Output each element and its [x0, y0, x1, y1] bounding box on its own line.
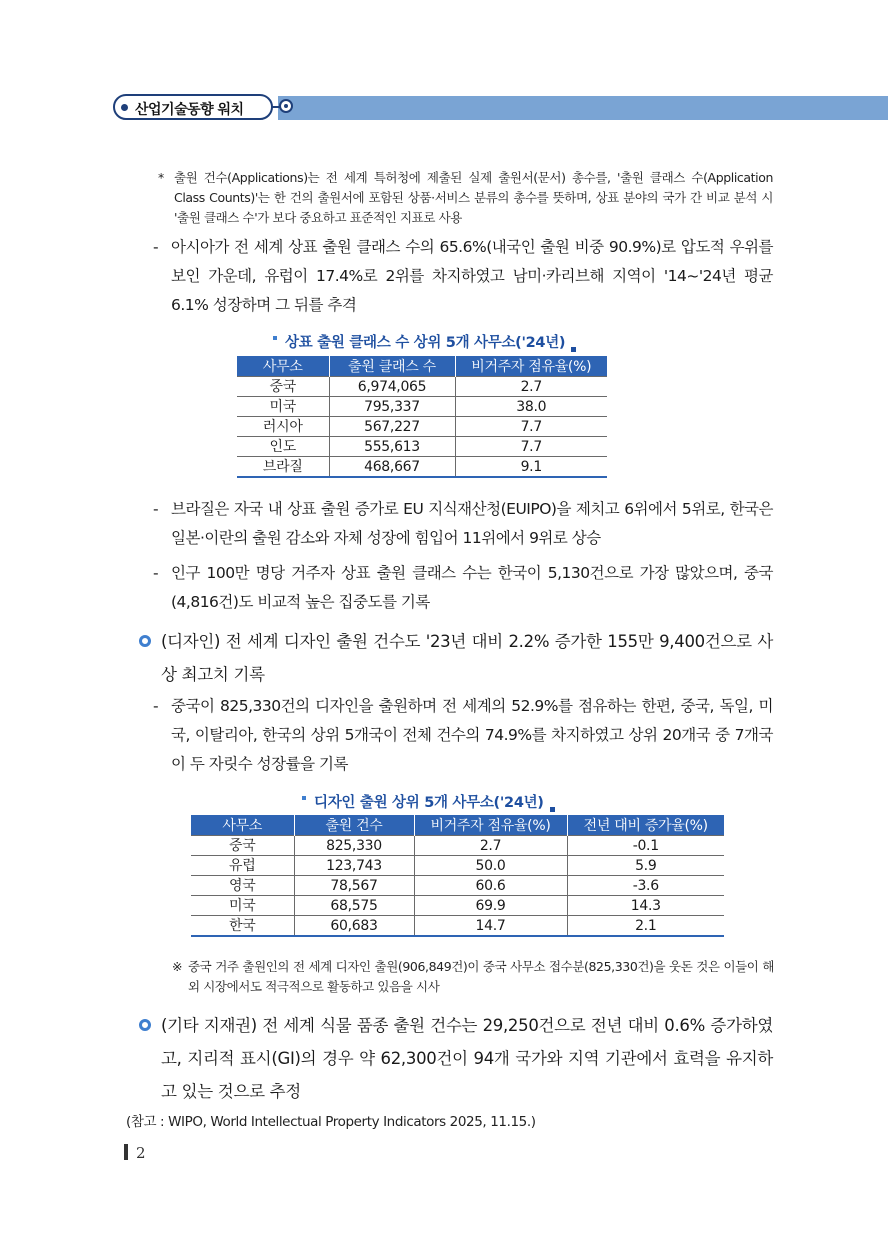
- cell: 14.3: [567, 896, 724, 916]
- col-header-class-count: 출원 클래스 수: [329, 356, 455, 377]
- table2-caption: [302, 791, 555, 812]
- cell: 2.7: [455, 377, 607, 397]
- table-row: [237, 417, 607, 437]
- table-row: [237, 397, 607, 417]
- dash-marker: -: [153, 564, 159, 582]
- para-china-design: [153, 692, 773, 779]
- dash-marker: -: [153, 238, 159, 256]
- col-header-growth-rate: 전년 대비 증가율(%): [567, 815, 724, 836]
- caption-square-icon: [302, 796, 306, 800]
- cell: 7.7: [455, 417, 607, 437]
- header-title-pill: [113, 94, 273, 120]
- caption-square-icon: [550, 807, 555, 812]
- footnote-asterisk-text: 출원 건수(Applications)는 전 세계 특허청에 제출된 실제 출원서(문서) 총수를, '출원 클래스 수(Application Class Counts)'는 한 건의 출원서에 포함된 상품·서비스 분류의 총수를 뜻하며, 상표 분야의 국가 간 비교 분석 시 '출원 클래스 수'가 보다 중요하고 표준적인 지표로 사용: [174, 170, 773, 225]
- cell: 555,613: [329, 437, 455, 457]
- page-number: [124, 1144, 146, 1162]
- cell: 60,683: [294, 916, 414, 937]
- para-asia-text: 아시아가 전 세계 상표 출원 클래스 수의 65.6%(내국인 출원 비중 90.9%)로 압도적 우위를 보인 가운데, 유럽이 17.4%로 2위를 차지하였고 남미·카리브해 지역이 '14~'24년 평균 6.1% 성장하며 그 뒤를 추격: [171, 238, 773, 314]
- table-row: [191, 856, 724, 876]
- page-marker-bar: [124, 1144, 128, 1160]
- cell: 유럽: [191, 856, 294, 876]
- caption-square-icon: [571, 347, 576, 352]
- reference-mark: ※: [172, 959, 183, 974]
- circle-bullet-icon: [139, 635, 151, 647]
- bullet-design: [137, 625, 773, 691]
- cell: 9.1: [455, 457, 607, 478]
- footnote-ref-text: 중국 거주 출원인의 전 세계 디자인 출원(906,849건)이 중국 사무소 접수분(825,330건)을 웃돈 것은 이들이 해외 시장에서도 적극적으로 활동하고 있음을 시사: [188, 959, 774, 994]
- cell: 50.0: [414, 856, 567, 876]
- page-number-text: 2: [136, 1144, 146, 1162]
- header-bar: [278, 96, 888, 120]
- running-header: [113, 94, 888, 122]
- table-header-row: [237, 356, 607, 377]
- para-asia: [153, 233, 773, 320]
- cell: 38.0: [455, 397, 607, 417]
- table1-caption-text: 상표 출원 클래스 수 상위 5개 사무소('24년): [285, 335, 566, 351]
- cell: 567,227: [329, 417, 455, 437]
- table-row: [237, 457, 607, 478]
- cell: 825,330: [294, 836, 414, 856]
- bullet-other-ip: [137, 1009, 773, 1108]
- table-row: [191, 876, 724, 896]
- cell: -0.1: [567, 836, 724, 856]
- cell: 인도: [237, 437, 329, 457]
- cell: 7.7: [455, 437, 607, 457]
- col-header-office: 사무소: [237, 356, 329, 377]
- table-row: [191, 916, 724, 937]
- header-title: 산업기술동향 워치: [135, 102, 244, 118]
- cell: 60.6: [414, 876, 567, 896]
- cell: -3.6: [567, 876, 724, 896]
- design-table: [191, 815, 724, 937]
- col-header-nonresident-share: 비거주자 점유율(%): [455, 356, 607, 377]
- cell: 2.1: [567, 916, 724, 937]
- cell: 68,575: [294, 896, 414, 916]
- cell: 러시아: [237, 417, 329, 437]
- cell: 중국: [191, 836, 294, 856]
- table-header-row: [191, 815, 724, 836]
- cell: 영국: [191, 876, 294, 896]
- col-header-app-count: 출원 건수: [294, 815, 414, 836]
- table-row: [237, 377, 607, 397]
- table1-caption: [273, 331, 576, 352]
- table2-caption-text: 디자인 출원 상위 5개 사무소('24년): [314, 795, 544, 811]
- caption-square-icon: [273, 336, 277, 340]
- footnote-asterisk: [158, 168, 773, 228]
- header-dot-icon: [121, 104, 128, 111]
- cell: 6,974,065: [329, 377, 455, 397]
- table-row: [191, 836, 724, 856]
- table-row: [191, 896, 724, 916]
- cell: 14.7: [414, 916, 567, 937]
- cell: 123,743: [294, 856, 414, 876]
- trademark-table: [237, 356, 607, 478]
- cell: 5.9: [567, 856, 724, 876]
- cell: 미국: [237, 397, 329, 417]
- cell: 78,567: [294, 876, 414, 896]
- col-header-nonresident-share: 비거주자 점유율(%): [414, 815, 567, 836]
- cell: 미국: [191, 896, 294, 916]
- cell: 한국: [191, 916, 294, 937]
- cell: 468,667: [329, 457, 455, 478]
- dash-marker: -: [153, 697, 159, 715]
- dash-marker: -: [153, 500, 159, 518]
- table-row: [237, 437, 607, 457]
- para-population-text: 인구 100만 명당 거주자 상표 출원 클래스 수는 한국이 5,130건으로 가장 많았으며, 중국(4,816건)도 비교적 높은 집중도를 기록: [171, 564, 773, 611]
- asterisk-marker: *: [158, 170, 164, 185]
- reference-source: (참고 : WIPO, World Intellectual Property Indicators 2025, 11.15.): [126, 1114, 536, 1130]
- bullet-other-text: (기타 지재권) 전 세계 식물 품종 출원 건수는 29,250건으로 전년 대비 0.6% 증가하였고, 지리적 표시(GI)의 경우 약 62,300건이 94개 국가와 지역 기관에서 효력을 유지하고 있는 것으로 추정: [161, 1016, 773, 1101]
- para-brazil: [153, 495, 773, 553]
- cell: 브라질: [237, 457, 329, 478]
- cell: 중국: [237, 377, 329, 397]
- circle-bullet-icon: [139, 1019, 151, 1031]
- para-china-design-text: 중국이 825,330건의 디자인을 출원하며 전 세계의 52.9%를 점유하는 한편, 중국, 독일, 미국, 이탈리아, 한국의 상위 5개국이 전체 건수의 74.9%를 차지하였고 상위 20개국 중 7개국이 두 자릿수 성장률을 기록: [171, 697, 773, 773]
- header-ring-icon: [279, 99, 293, 113]
- col-header-office: 사무소: [191, 815, 294, 836]
- cell: 69.9: [414, 896, 567, 916]
- cell: 2.7: [414, 836, 567, 856]
- para-population: [153, 559, 773, 617]
- para-brazil-text: 브라질은 자국 내 상표 출원 증가로 EU 지식재산청(EUIPO)을 제치고 6위에서 5위로, 한국은 일본·이란의 출원 감소와 자체 성장에 힘입어 11위에서 9위로 상승: [171, 500, 773, 547]
- cell: 795,337: [329, 397, 455, 417]
- footnote-reference-mark: [172, 957, 774, 997]
- bullet-design-text: (디자인) 전 세계 디자인 출원 건수도 '23년 대비 2.2% 증가한 155만 9,400건으로 사상 최고치 기록: [161, 632, 773, 684]
